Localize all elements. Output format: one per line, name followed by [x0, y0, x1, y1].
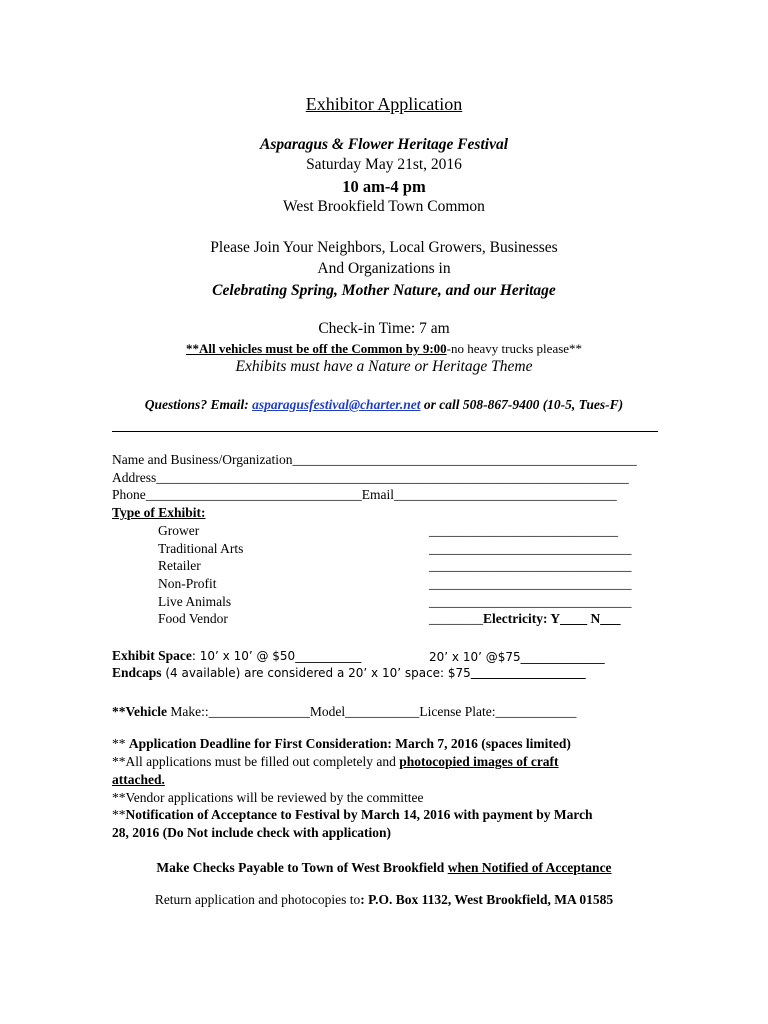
exhibit-space-line: [112, 648, 361, 664]
food-vendor-line[interactable]: [429, 611, 620, 627]
food-vendor-blank[interactable]: ________: [429, 611, 483, 626]
page-title: Exhibitor Application: [305, 94, 463, 114]
festival-location: West Brookfield Town Common: [283, 198, 485, 215]
theme-notice: Exhibits must have a Nature or Heritage Theme: [235, 358, 533, 375]
endcaps-text: (4 available) are considered a 20’ x 10’ space: $75: [161, 666, 471, 680]
exhibit-space-label: Exhibit Space: [112, 648, 192, 663]
deadline-text: Application Deadline for First Consideration: March 7, 2016 (spaces limited): [128, 736, 571, 751]
endcaps-label: Endcaps: [112, 665, 162, 680]
divider-rule: [112, 431, 658, 432]
type-non-profit-blank[interactable]: ______________________________: [429, 576, 632, 591]
address-field[interactable]: Address______________________________________________________________________: [112, 470, 629, 485]
invite-line-2: And Organizations in: [317, 260, 451, 277]
questions-prefix: Questions? Email:: [144, 397, 253, 412]
vehicle-label: **Vehicle: [112, 704, 167, 719]
deadline-prefix: **: [112, 736, 129, 751]
endcaps-line: [112, 665, 586, 681]
festival-date: Saturday May 21st, 2016: [306, 156, 462, 173]
type-non-profit: Non-Profit: [158, 576, 217, 591]
notification-line-1: Notification of Acceptance to Festival by March 14, 2016 with payment by March: [125, 807, 593, 822]
reviewed-note: **Vendor applications will be reviewed by the committee: [112, 790, 424, 805]
questions-suffix: or call 508-867-9400 (10-5, Tues-F): [420, 397, 624, 412]
return-prefix: Return application and photocopies to: [154, 892, 361, 907]
return-address: : P.O. Box 1132, West Brookfield, MA 01585: [360, 892, 614, 907]
electricity-field[interactable]: Electricity: Y____ N___: [483, 611, 621, 626]
endcaps-blank[interactable]: _________________: [470, 665, 586, 680]
phone-email-field[interactable]: Phone________________________________Email_________________________________: [112, 487, 617, 502]
type-food-vendor: Food Vendor: [158, 611, 228, 626]
checks-line: [0, 860, 768, 876]
questions-line: [0, 397, 768, 413]
checks-prefix: Make Checks Payable to Town of West Brookfield: [156, 860, 448, 875]
vehicle-notice: [0, 341, 768, 357]
checks-emphasis: when Notified of Acceptance: [447, 860, 612, 875]
festival-hours: 10 am-4 pm: [342, 177, 426, 196]
name-field[interactable]: Name and Business/Organization___________________________________________________: [112, 452, 637, 467]
notification-prefix: **: [112, 807, 126, 822]
type-retailer: Retailer: [158, 558, 201, 573]
exhibit-space-option-2[interactable]: 20’ x 10’ @$75______________: [429, 650, 605, 664]
notification-line-2: 28, 2016 (Do Not include check with application): [112, 825, 392, 840]
type-live-animals-blank[interactable]: ______________________________: [429, 594, 632, 609]
filled-note: [112, 754, 559, 770]
filled-emphasis-2: attached.: [112, 772, 165, 787]
type-traditional-arts: Traditional Arts: [158, 541, 244, 556]
celebrating-line: Celebrating Spring, Mother Nature, and our Heritage: [212, 282, 556, 299]
exhibit-space-option-1[interactable]: : 10’ x 10’ @ $50___________: [191, 649, 362, 663]
email-link[interactable]: asparagusfestival@charter.net: [252, 397, 421, 412]
festival-name: Asparagus & Flower Heritage Festival: [259, 136, 508, 153]
checkin-time: Check-in Time: 7 am: [318, 320, 450, 337]
exhibit-space-option-2-line[interactable]: [429, 648, 605, 666]
type-traditional-arts-blank[interactable]: ______________________________: [429, 541, 632, 556]
deadline-note: [112, 736, 571, 752]
filled-prefix: **All applications must be filled out completely and: [112, 754, 400, 769]
type-retailer-blank[interactable]: ______________________________: [429, 558, 632, 573]
type-grower-blank[interactable]: ____________________________: [429, 523, 618, 538]
type-grower: Grower: [158, 523, 200, 538]
vehicle-line[interactable]: [112, 704, 576, 720]
invite-line-1: Please Join Your Neighbors, Local Growers, Businesses: [210, 239, 558, 256]
filled-emphasis: photocopied images of craft: [399, 754, 559, 769]
type-live-animals: Live Animals: [158, 594, 232, 609]
vehicle-fields[interactable]: Make::_______________Model___________License Plate:____________: [167, 704, 577, 719]
return-line: [0, 892, 768, 908]
notification-note: [112, 807, 593, 823]
vehicle-notice-bold: **All vehicles must be off the Common by 9:00: [185, 341, 447, 356]
vehicle-notice-rest: -no heavy trucks please**: [446, 341, 583, 356]
type-heading: Type of Exhibit:: [112, 505, 206, 520]
